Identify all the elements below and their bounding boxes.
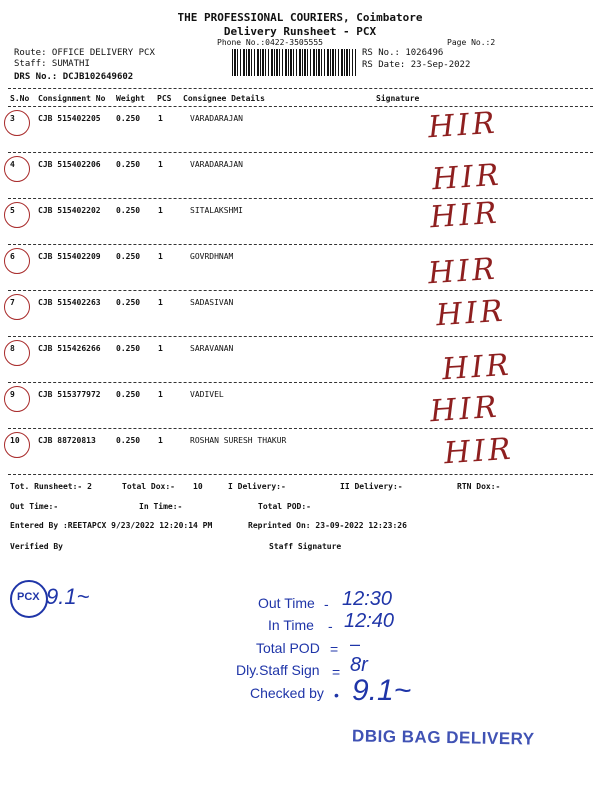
stamp-checked-by-label: Checked by (250, 685, 324, 701)
divider (8, 106, 593, 107)
stamp-out-time-value: 12:30 (342, 588, 393, 610)
staff: Staff: SUMATHI (14, 59, 90, 69)
total-dox-label: Total Dox:- (122, 482, 175, 491)
row-sno: 9 (10, 390, 15, 399)
row-pcs: 1 (158, 390, 163, 399)
row-consignee: SITALAKSHMI (190, 206, 243, 215)
initial-mark: 9.1~ (46, 584, 90, 609)
big-bag-delivery-stamp: DBIG BAG DELIVERY (351, 726, 535, 749)
row-pcs: 1 (158, 298, 163, 307)
divider (8, 244, 593, 245)
stamp-equals: = (332, 664, 341, 680)
stamp-dash: - (324, 596, 329, 612)
col-consignment: Consignment No (38, 94, 106, 103)
row-consignment: CJB 515402205 (38, 114, 101, 123)
row-consignment: CJB 515426266 (38, 344, 101, 353)
sno-circle-mark (4, 294, 30, 320)
stamp-in-time-label: In Time (268, 617, 314, 633)
row-pcs: 1 (158, 206, 163, 215)
table-row (0, 340, 600, 386)
row-consignment: CJB 515402202 (38, 206, 101, 215)
in-time: In Time:- (139, 502, 183, 511)
total-dox-value: 10 (193, 482, 203, 491)
divider (8, 152, 593, 153)
stamp-equals: = (330, 641, 339, 657)
divider (8, 290, 593, 291)
sno-circle-mark (4, 110, 30, 136)
row-consignment: CJB 515402209 (38, 252, 101, 261)
row-consignee: SADASIVAN (190, 298, 234, 307)
ii-delivery: II Delivery:- (340, 482, 403, 491)
divider (8, 382, 593, 383)
row-weight: 0.250 (116, 160, 141, 169)
table-row (0, 195, 600, 248)
pcx-logo-text: PCX (17, 591, 40, 603)
row-consignment: CJB 515377972 (38, 390, 101, 399)
col-signature: Signature (376, 94, 420, 103)
row-consignee: GOVRDHNAM (190, 252, 234, 261)
divider (8, 474, 593, 475)
row-sno: 10 (10, 436, 20, 445)
row-signature: HIR (428, 195, 501, 236)
row-sno: 4 (10, 160, 15, 169)
rs-number: RS No.: 1026496 (362, 48, 444, 58)
sno-circle-mark (4, 156, 30, 182)
row-sno: 6 (10, 252, 15, 261)
stamp-in-time-value: 12:40 (344, 610, 395, 632)
col-pcs: PCS (157, 94, 172, 103)
entered-by: Entered By :REETAPCX 9/23/2022 12:20:14 PM (10, 521, 213, 530)
row-pcs: 1 (158, 114, 163, 123)
stamp-total-pod-label: Total POD (256, 640, 320, 656)
total-runsheet: Tot. Runsheet:- 2 (10, 482, 92, 491)
verified-by: Verified By (10, 542, 63, 551)
row-weight: 0.250 (116, 344, 141, 353)
row-sno: 8 (10, 344, 15, 353)
row-signature: HIR (428, 389, 501, 430)
row-consignee: VADIVEL (190, 390, 224, 399)
stamp-dot: • (334, 687, 339, 703)
pcx-logo-seal (10, 580, 48, 618)
rs-date: RS Date: 23-Sep-2022 (362, 60, 471, 70)
sno-circle-mark (4, 248, 30, 274)
rtn-dox: RTN Dox:- (457, 482, 501, 491)
divider (8, 428, 593, 429)
row-consignment: CJB 515402263 (38, 298, 101, 307)
total-pod: Total POD:- (258, 502, 311, 511)
table-row (0, 105, 600, 156)
stamp-out-time-label: Out Time (258, 595, 315, 611)
sno-circle-mark (4, 340, 30, 366)
row-weight: 0.250 (116, 252, 141, 261)
sno-circle-mark (4, 386, 30, 412)
row-pcs: 1 (158, 252, 163, 261)
company-name: THE PROFESSIONAL COURIERS, Coimbatore (177, 11, 423, 24)
row-pcs: 1 (158, 436, 163, 445)
row-consignment: CJB 515402206 (38, 160, 101, 169)
row-weight: 0.250 (116, 298, 141, 307)
row-consignment: CJB 88720813 (38, 436, 96, 445)
col-sno: S.No (10, 94, 30, 103)
row-weight: 0.250 (116, 114, 141, 123)
out-time: Out Time:- (10, 502, 59, 511)
row-consignee: VARADARAJAN (190, 114, 243, 123)
document-title: Delivery Runsheet - PCX (223, 25, 377, 38)
stamp-total-pod-value: – (350, 634, 361, 654)
table-row (0, 294, 600, 340)
stamp-dly-staff-value: 8r (350, 654, 368, 676)
col-weight: Weight (116, 94, 145, 103)
staff-signature-label: Staff Signature (269, 542, 342, 551)
row-weight: 0.250 (116, 390, 141, 399)
stamp-dash: - (328, 618, 333, 634)
row-consignee: SARAVANAN (190, 344, 234, 353)
row-weight: 0.250 (116, 206, 141, 215)
i-delivery: I Delivery:- (228, 482, 286, 491)
row-pcs: 1 (158, 344, 163, 353)
page-number: Page No.:2 (447, 38, 496, 47)
row-signature: HIR (434, 293, 507, 334)
row-sno: 7 (10, 298, 15, 307)
row-sno: 5 (10, 206, 15, 215)
reprinted-on: Reprinted On: 23-09-2022 12:23:26 (248, 521, 407, 530)
divider (8, 336, 593, 337)
phone-number: Phone No.:0422-3505555 (217, 38, 323, 47)
col-consignee: Consignee Details (183, 94, 265, 103)
row-consignee: ROSHAN SURESH THAKUR (190, 436, 287, 445)
row-signature: HIR (440, 347, 513, 388)
stamp-checked-by-signature: 9.1~ (352, 674, 412, 707)
stamp-dly-staff-label: Dly.Staff Sign (236, 662, 320, 678)
row-pcs: 1 (158, 160, 163, 169)
row-signature: HIR (442, 431, 515, 472)
row-consignee: VARADARAJAN (190, 160, 243, 169)
row-signature: HIR (426, 251, 499, 292)
sno-circle-mark (4, 202, 30, 228)
table-row (0, 156, 600, 202)
divider (8, 88, 593, 89)
barcode (232, 49, 356, 76)
drs-number: DRS No.: DCJB102649602 (14, 72, 134, 82)
divider (8, 198, 593, 199)
table-row (0, 248, 600, 294)
table-row (0, 432, 600, 478)
row-sno: 3 (10, 114, 15, 123)
route: Route: OFFICE DELIVERY PCX (14, 48, 155, 58)
row-signature: HIR (430, 157, 503, 198)
row-weight: 0.250 (116, 436, 141, 445)
row-signature: HIR (426, 105, 499, 146)
table-row (0, 386, 600, 432)
